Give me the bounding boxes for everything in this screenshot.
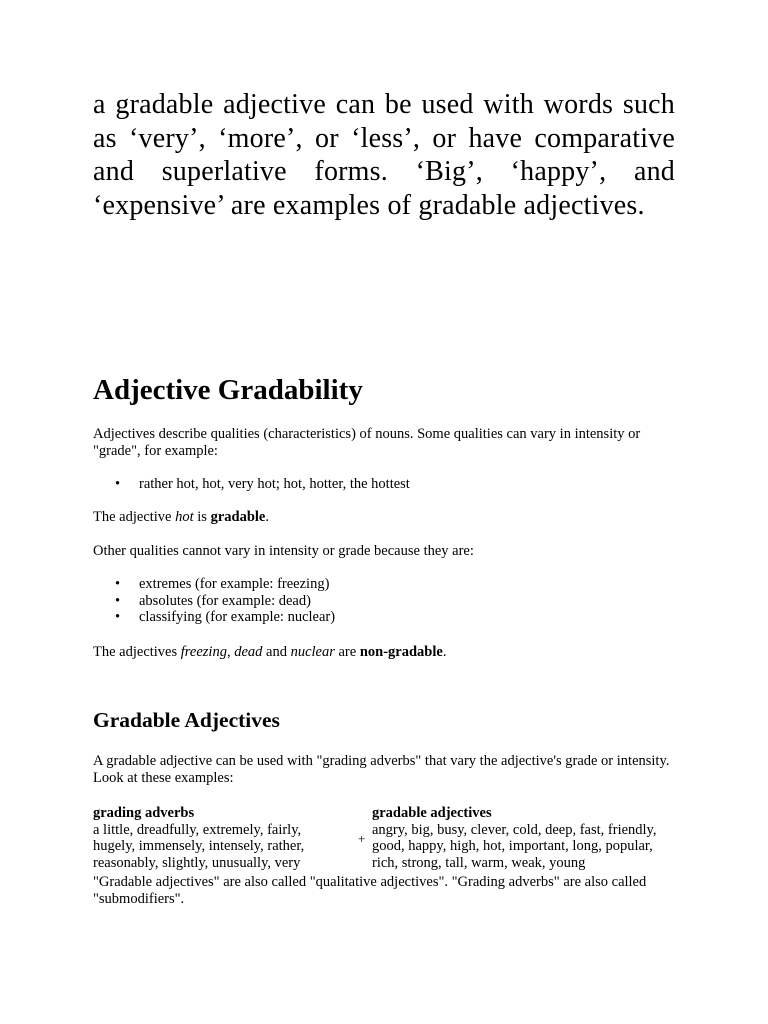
section-title-adjective-gradability: Adjective Gradability xyxy=(93,374,363,406)
text-fragment: , xyxy=(226,644,235,660)
qualitative-adjectives-note: "Gradable adjectives" are also called "qualitative adjectives". "Grading adverbs" are also called "submodifiers". xyxy=(93,874,647,907)
table-line: rich, strong, tall, warm, weak, young xyxy=(372,854,586,871)
text-fragment: and xyxy=(262,644,291,660)
list-item: • extremes (for example: freezing) xyxy=(139,576,335,593)
list-item: • rather hot, hot, very hot; hot, hotter, the hottest xyxy=(139,476,410,493)
text-fragment: are xyxy=(334,644,360,660)
text-fragment: The adjective xyxy=(93,509,176,525)
non-gradable-type-list xyxy=(93,576,335,626)
italic-word: hot xyxy=(175,509,194,525)
bold-term: gradable xyxy=(210,509,266,525)
column-header: gradable adjectives xyxy=(372,805,492,821)
plus-sign: + xyxy=(358,831,366,846)
gradable-adjectives-intro-paragraph: A gradable adjective can be used with "grading adverbs" that vary the adjective's grade or intensity. Look at these examples: xyxy=(93,753,670,786)
bold-term: non-gradable xyxy=(359,644,443,660)
list-item: • classifying (for example: nuclear) xyxy=(139,609,335,626)
list-item: • absolutes (for example: dead) xyxy=(139,593,335,610)
text-fragment: The adjectives xyxy=(93,644,181,660)
gradable-statement xyxy=(93,509,683,526)
intro-paragraph: a gradable adjective can be used with words such as ‘very’, ‘more’, or ‘less’, or have comparative and superlative forms. ‘Big’, ‘happy’, and ‘expensive’ are examples of gradable adjectives. xyxy=(93,89,675,221)
table-line: angry, big, busy, clever, cold, deep, fast, friendly, xyxy=(372,821,657,838)
table-line: hugely, immensely, intensely, rather, xyxy=(93,838,305,854)
table-line: a little, dreadfully, extremely, fairly, xyxy=(93,821,302,838)
text-fragment: . xyxy=(442,644,447,660)
table-line: good, happy, high, hot, important, long, popular, xyxy=(372,838,653,854)
italic-word: nuclear xyxy=(290,644,335,660)
grade-example-list xyxy=(93,476,410,493)
gradability-intro-paragraph: Adjectives describe qualities (characteristics) of nouns. Some qualities can vary in intensity or "grade", for example: xyxy=(93,426,641,459)
non-gradable-statement xyxy=(93,644,683,661)
text-fragment: is xyxy=(193,509,211,525)
grading-adverbs-column xyxy=(93,805,353,871)
table-line: reasonably, slightly, unusually, very xyxy=(93,854,301,871)
non-gradable-intro-paragraph: Other qualities cannot vary in intensity or grade because they are: xyxy=(93,543,474,559)
section-title-gradable-adjectives: Gradable Adjectives xyxy=(93,708,280,732)
column-header: grading adverbs xyxy=(93,805,195,821)
italic-word: dead xyxy=(234,644,263,660)
intro-block xyxy=(93,88,675,222)
italic-word: freezing xyxy=(180,644,227,660)
text-fragment: . xyxy=(265,509,269,525)
gradable-adjectives-column xyxy=(372,805,692,871)
